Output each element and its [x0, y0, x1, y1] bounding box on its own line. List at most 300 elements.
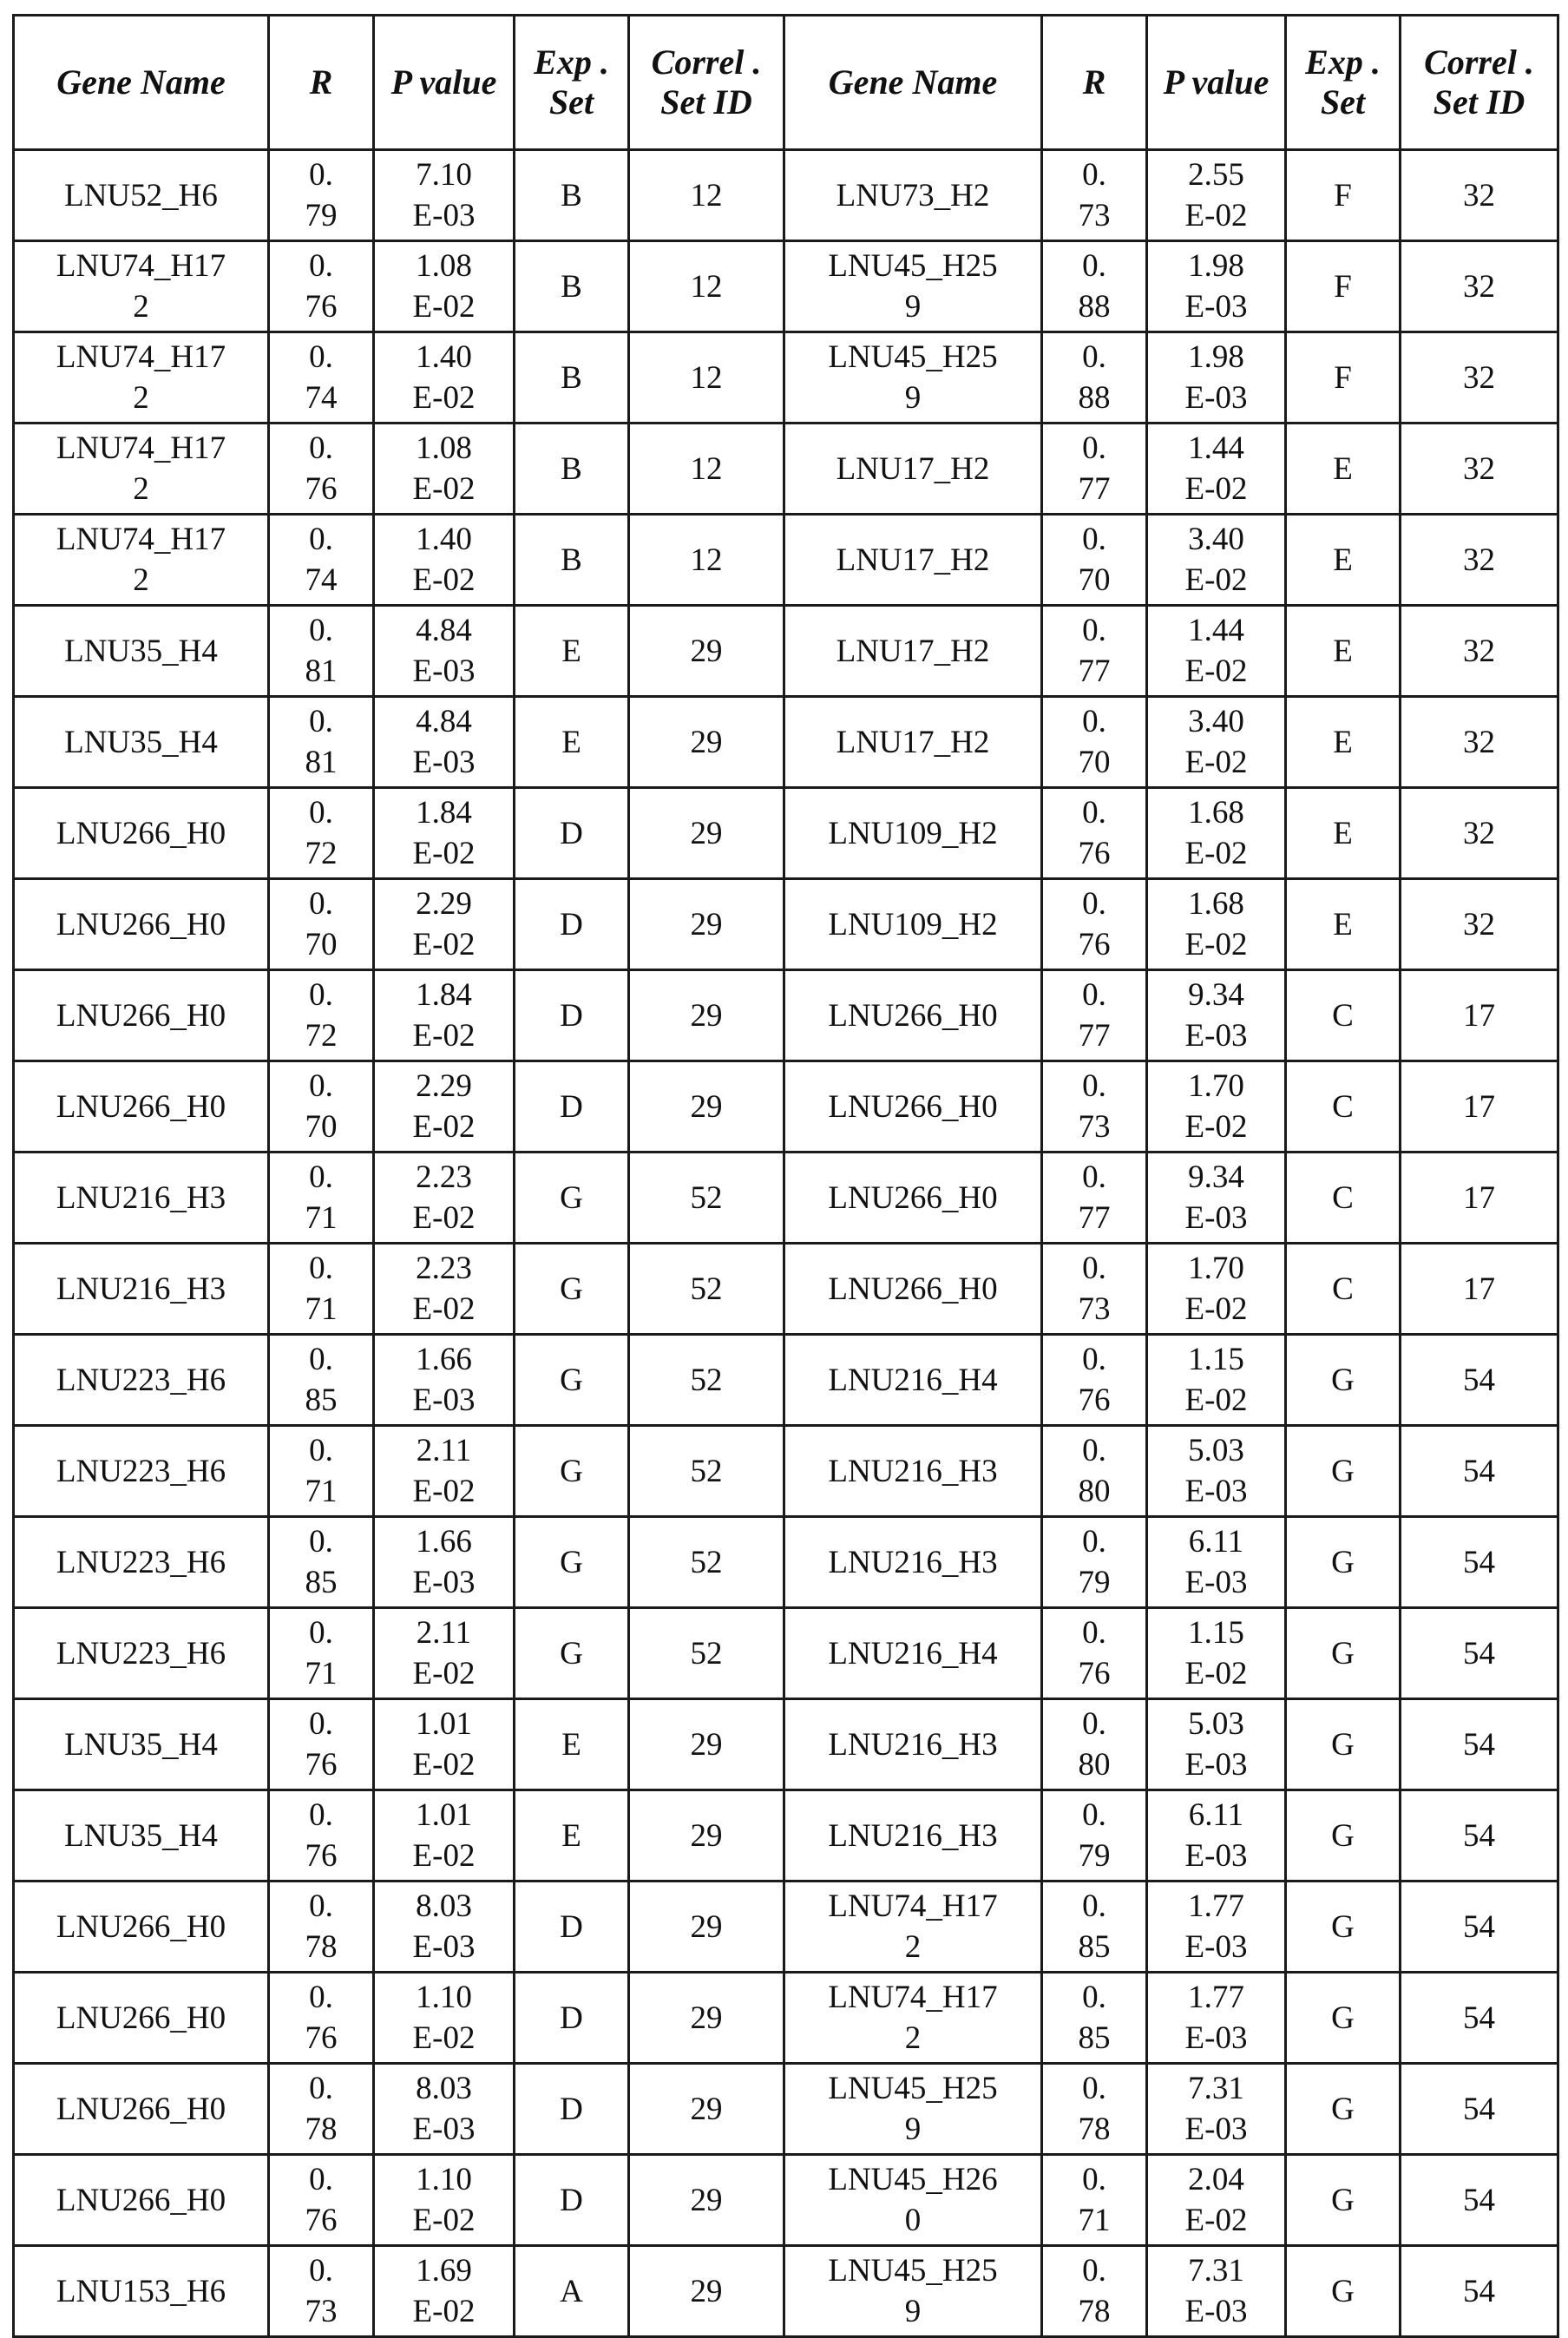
gene-name-cell-text: LNU266_H0	[828, 997, 998, 1034]
r-value-cell-right	[1042, 1608, 1147, 1699]
gene-name-cell-text: LNU17_H2	[836, 633, 990, 669]
r-value-cell-text: 0.79	[305, 157, 338, 233]
p-value-cell-left	[374, 606, 515, 697]
p-value-cell-left	[374, 2155, 515, 2246]
gene-name-cell-left	[14, 2246, 269, 2337]
exp-set-cell-left	[515, 1517, 629, 1608]
r-value-cell-right	[1042, 332, 1147, 424]
p-value-cell-text: 1.66E-03	[412, 1524, 476, 1600]
r-value-cell-left	[269, 606, 374, 697]
p-value-cell-right	[1147, 150, 1286, 241]
p-value-cell-text: 1.70E-02	[1184, 1068, 1248, 1145]
gene-name-cell-text: LNU266_H0	[56, 1088, 226, 1125]
r-value-cell-right	[1042, 606, 1147, 697]
correl-set-id-cell-left	[629, 879, 784, 970]
p-value-cell-left	[374, 1517, 515, 1608]
gene-name-cell-left	[14, 1699, 269, 1790]
table-row	[14, 1517, 1558, 1608]
p-value-cell-text: 2.11E-02	[412, 1433, 476, 1509]
r-value-cell-right	[1042, 879, 1147, 970]
exp-set-cell-text: E	[1333, 633, 1353, 669]
r-value-cell-left	[269, 2246, 374, 2337]
p-value-cell-text: 1.01E-02	[412, 1797, 476, 1874]
header-r: R	[269, 16, 374, 150]
p-value-cell-left	[374, 150, 515, 241]
correl-set-id-cell-left	[629, 1608, 784, 1699]
table-body	[14, 150, 1558, 2337]
r-value-cell-right	[1042, 788, 1147, 879]
gene-name-cell-right	[784, 1244, 1042, 1335]
p-value-cell-left	[374, 1608, 515, 1699]
correl-set-id-cell-left	[629, 2155, 784, 2246]
gene-name-cell-text: LNU17_H2	[836, 724, 990, 760]
p-value-cell-text: 1.84E-02	[412, 795, 476, 871]
correl-set-id-cell-left	[629, 1061, 784, 1153]
r-value-cell-right	[1042, 1699, 1147, 1790]
gene-name-cell-text: LNU216_H4	[828, 1635, 998, 1671]
gene-name-cell-right	[784, 1153, 1042, 1244]
r-value-cell-text: 0.85	[305, 1342, 338, 1418]
p-value-cell-left	[374, 1061, 515, 1153]
correl-set-id-cell-text: 29	[690, 2000, 723, 2036]
table-row	[14, 1973, 1558, 2064]
gene-name-cell-text: LNU216_H3	[56, 1271, 226, 1307]
gene-name-cell-left	[14, 1973, 269, 2064]
p-value-cell-text: 2.29E-02	[412, 886, 476, 962]
correl-set-id-cell-right	[1401, 1699, 1558, 1790]
correl-set-id-cell-text: 32	[1463, 906, 1495, 942]
r-value-cell-left	[269, 788, 374, 879]
exp-set-cell-text: B	[561, 450, 582, 487]
p-value-cell-text: 9.34E-03	[1184, 1159, 1248, 1236]
correl-set-id-cell-right	[1401, 1244, 1558, 1335]
correl-set-id-cell-right	[1401, 788, 1558, 879]
p-value-cell-text: 1.77E-03	[1184, 1980, 1248, 2056]
correl-set-id-cell-right	[1401, 2064, 1558, 2155]
r-value-cell-left	[269, 1335, 374, 1426]
p-value-cell-text: 1.69E-02	[412, 2253, 476, 2329]
r-value-cell-right	[1042, 1882, 1147, 1973]
correl-set-id-cell-left	[629, 424, 784, 515]
p-value-cell-right	[1147, 1517, 1286, 1608]
r-value-cell-left	[269, 1244, 374, 1335]
r-value-cell-left	[269, 1882, 374, 1973]
r-value-cell-left	[269, 2064, 374, 2155]
gene-name-cell-left	[14, 1244, 269, 1335]
r-value-cell-right	[1042, 970, 1147, 1061]
correl-set-id-cell-right	[1401, 1517, 1558, 1608]
correl-set-id-cell-right	[1401, 1061, 1558, 1153]
r-value-cell-left	[269, 2155, 374, 2246]
p-value-cell-text: 1.44E-02	[1184, 613, 1248, 689]
gene-name-cell-text: LNU266_H0	[56, 2000, 226, 2036]
r-value-cell-text: 0.71	[305, 1615, 338, 1691]
r-value-cell-right	[1042, 2064, 1147, 2155]
exp-set-cell-text: D	[560, 2000, 583, 2036]
gene-name-cell-text: LNU266_H0	[828, 1179, 998, 1216]
header-row	[14, 16, 1558, 150]
correl-set-id-cell-text: 17	[1463, 997, 1495, 1034]
gene-name-cell-right	[784, 606, 1042, 697]
r-value-cell-left	[269, 1426, 374, 1517]
r-value-cell-left	[269, 241, 374, 332]
correl-set-id-cell-text: 32	[1463, 633, 1495, 669]
exp-set-cell-text: B	[561, 359, 582, 396]
exp-set-cell-text: D	[560, 997, 583, 1034]
gene-name-cell-left	[14, 606, 269, 697]
r-value-cell-text: 0.76	[305, 248, 338, 325]
r-value-cell-left	[269, 970, 374, 1061]
gene-name-cell-text: LNU216_H4	[828, 1362, 998, 1398]
exp-set-cell-left	[515, 606, 629, 697]
exp-set-cell-left	[515, 1426, 629, 1517]
exp-set-cell-text: G	[560, 1544, 583, 1580]
r-value-cell-text: 0.71	[1078, 2162, 1111, 2238]
correl-set-id-cell-text: 12	[690, 359, 723, 396]
correl-set-id-cell-text: 17	[1463, 1088, 1495, 1125]
correl-set-id-cell-text: 17	[1463, 1179, 1495, 1216]
p-value-cell-right	[1147, 2155, 1286, 2246]
r-value-cell-text: 0.72	[305, 977, 338, 1054]
correl-set-id-cell-right	[1401, 2155, 1558, 2246]
exp-set-cell-left	[515, 1244, 629, 1335]
r-value-cell-text: 0.80	[1078, 1706, 1111, 1783]
p-value-cell-text: 1.84E-02	[412, 977, 476, 1054]
p-value-cell-left	[374, 332, 515, 424]
exp-set-cell-text: G	[1331, 1908, 1355, 1945]
exp-set-cell-text: C	[1332, 1088, 1354, 1125]
gene-name-cell-left	[14, 697, 269, 788]
exp-set-cell-right	[1286, 2155, 1401, 2246]
table-row	[14, 788, 1558, 879]
gene-name-cell-text: LNU216_H3	[828, 1726, 998, 1763]
correl-set-id-cell-right	[1401, 515, 1558, 606]
p-value-cell-right	[1147, 332, 1286, 424]
exp-set-cell-text: G	[560, 1362, 583, 1398]
p-value-cell-left	[374, 970, 515, 1061]
p-value-cell-right	[1147, 788, 1286, 879]
r-value-cell-text: 0.76	[1078, 1615, 1111, 1691]
exp-set-cell-text: G	[1331, 2182, 1355, 2218]
exp-set-cell-left	[515, 879, 629, 970]
p-value-cell-text: 7.31E-03	[1184, 2253, 1248, 2329]
correl-set-id-cell-right	[1401, 1973, 1558, 2064]
correl-set-id-cell-left	[629, 1699, 784, 1790]
gene-name-cell-right	[784, 2064, 1042, 2155]
table-row	[14, 515, 1558, 606]
gene-name-cell-text: LNU266_H0	[56, 2091, 226, 2127]
correl-set-id-cell-text: 12	[690, 542, 723, 578]
correl-set-id-cell-text: 32	[1463, 177, 1495, 213]
header-correl-set-id: Correl . Set ID	[629, 16, 784, 150]
gene-name-cell-right	[784, 2246, 1042, 2337]
gene-name-cell-right	[784, 150, 1042, 241]
correl-set-id-cell-right	[1401, 879, 1558, 970]
gene-name-cell-left	[14, 2064, 269, 2155]
correl-set-id-cell-text: 29	[690, 724, 723, 760]
r-value-cell-left	[269, 1973, 374, 2064]
r-value-cell-text: 0.73	[1078, 1068, 1111, 1145]
exp-set-cell-left	[515, 1882, 629, 1973]
exp-set-cell-right	[1286, 1699, 1401, 1790]
exp-set-cell-text: C	[1332, 997, 1354, 1034]
p-value-cell-left	[374, 424, 515, 515]
exp-set-cell-right	[1286, 150, 1401, 241]
gene-name-cell-left	[14, 1790, 269, 1882]
gene-name-cell-left	[14, 1608, 269, 1699]
exp-set-cell-right	[1286, 1153, 1401, 1244]
gene-name-cell-left	[14, 788, 269, 879]
r-value-cell-text: 0.80	[1078, 1433, 1111, 1509]
exp-set-cell-right	[1286, 1335, 1401, 1426]
gene-name-cell-right	[784, 2155, 1042, 2246]
exp-set-cell-text: E	[561, 1817, 581, 1854]
correl-set-id-cell-text: 54	[1463, 1453, 1495, 1489]
exp-set-cell-text: D	[560, 2091, 583, 2127]
exp-set-cell-left	[515, 697, 629, 788]
exp-set-cell-right	[1286, 1517, 1401, 1608]
r-value-cell-text: 0.70	[1078, 704, 1111, 780]
gene-name-cell-left	[14, 1061, 269, 1153]
p-value-cell-text: 2.04E-02	[1184, 2162, 1248, 2238]
gene-name-cell-right	[784, 1882, 1042, 1973]
table-row	[14, 2064, 1558, 2155]
gene-name-cell-text: LNU17_H2	[836, 450, 990, 487]
p-value-cell-right	[1147, 1335, 1286, 1426]
correl-set-id-cell-text: 12	[690, 177, 723, 213]
p-value-cell-text: 8.03E-03	[412, 1888, 476, 1965]
r-value-cell-right	[1042, 1426, 1147, 1517]
p-value-cell-text: 3.40E-02	[1184, 704, 1248, 780]
table-row	[14, 606, 1558, 697]
exp-set-cell-left	[515, 2064, 629, 2155]
correl-set-id-cell-text: 52	[690, 1179, 723, 1216]
r-value-cell-text: 0.72	[305, 795, 338, 871]
p-value-cell-right	[1147, 2064, 1286, 2155]
exp-set-cell-left	[515, 1061, 629, 1153]
exp-set-cell-left	[515, 788, 629, 879]
gene-name-cell-left	[14, 1882, 269, 1973]
r-value-cell-text: 0.88	[1078, 339, 1111, 416]
r-value-cell-text: 0.76	[305, 2162, 338, 2238]
exp-set-cell-right	[1286, 2064, 1401, 2155]
p-value-cell-right	[1147, 697, 1286, 788]
exp-set-cell-text: E	[561, 724, 581, 760]
p-value-cell-left	[374, 1335, 515, 1426]
exp-set-cell-text: D	[560, 815, 583, 851]
r-value-cell-text: 0.76	[305, 430, 338, 507]
correl-set-id-cell-text: 52	[690, 1453, 723, 1489]
p-value-cell-text: 1.08E-02	[412, 430, 476, 507]
gene-name-cell-text: LNU74_H172	[828, 1980, 998, 2056]
r-value-cell-right	[1042, 2155, 1147, 2246]
correl-set-id-cell-text: 54	[1463, 1635, 1495, 1671]
correl-set-id-cell-text: 32	[1463, 268, 1495, 305]
exp-set-cell-right	[1286, 1426, 1401, 1517]
exp-set-cell-right	[1286, 1061, 1401, 1153]
exp-set-cell-right	[1286, 1244, 1401, 1335]
r-value-cell-text: 0.76	[305, 1980, 338, 2056]
gene-name-cell-right	[784, 1517, 1042, 1608]
r-value-cell-text: 0.70	[1078, 522, 1111, 598]
r-value-cell-text: 0.73	[305, 2253, 338, 2329]
gene-name-cell-text: LNU266_H0	[56, 815, 226, 851]
r-value-cell-text: 0.71	[305, 1433, 338, 1509]
header-exp-set-2: Exp . Set	[1286, 16, 1401, 150]
r-value-cell-text: 0.71	[305, 1251, 338, 1327]
gene-name-cell-text: LNU223_H6	[56, 1362, 226, 1398]
gene-name-cell-text: LNU35_H4	[64, 633, 218, 669]
p-value-cell-left	[374, 1699, 515, 1790]
correl-set-id-cell-text: 32	[1463, 450, 1495, 487]
header-r-2: R	[1042, 16, 1147, 150]
correl-set-id-cell-text: 54	[1463, 2273, 1495, 2309]
p-value-cell-text: 1.70E-02	[1184, 1251, 1248, 1327]
correl-set-id-cell-right	[1401, 1153, 1558, 1244]
exp-set-cell-left	[515, 515, 629, 606]
correl-set-id-cell-right	[1401, 332, 1558, 424]
r-value-cell-right	[1042, 1517, 1147, 1608]
exp-set-cell-text: G	[560, 1271, 583, 1307]
exp-set-cell-text: D	[560, 1908, 583, 1945]
r-value-cell-text: 0.85	[1078, 1888, 1111, 1965]
p-value-cell-right	[1147, 2246, 1286, 2337]
exp-set-cell-text: G	[1331, 1453, 1355, 1489]
p-value-cell-left	[374, 788, 515, 879]
exp-set-cell-left	[515, 1790, 629, 1882]
exp-set-cell-text: G	[1331, 2273, 1355, 2309]
r-value-cell-left	[269, 697, 374, 788]
p-value-cell-text: 7.10E-03	[412, 157, 476, 233]
gene-name-cell-right	[784, 515, 1042, 606]
gene-name-cell-text: LNU266_H0	[56, 997, 226, 1034]
gene-name-cell-text: LNU266_H0	[56, 2182, 226, 2218]
exp-set-cell-text: G	[1331, 1635, 1355, 1671]
table-row	[14, 1061, 1558, 1153]
correl-set-id-cell-text: 29	[690, 997, 723, 1034]
p-value-cell-text: 2.23E-02	[412, 1159, 476, 1236]
r-value-cell-text: 0.76	[1078, 795, 1111, 871]
p-value-cell-text: 6.11E-03	[1184, 1797, 1248, 1874]
correl-set-id-cell-right	[1401, 606, 1558, 697]
p-value-cell-right	[1147, 1882, 1286, 1973]
gene-name-cell-left	[14, 424, 269, 515]
correl-set-id-cell-text: 29	[690, 2091, 723, 2127]
exp-set-cell-text: B	[561, 177, 582, 213]
gene-name-cell-right	[784, 1335, 1042, 1426]
p-value-cell-right	[1147, 1699, 1286, 1790]
r-value-cell-text: 0.78	[1078, 2071, 1111, 2147]
r-value-cell-right	[1042, 1335, 1147, 1426]
r-value-cell-text: 0.78	[305, 1888, 338, 1965]
exp-set-cell-text: F	[1334, 177, 1352, 213]
p-value-cell-left	[374, 1244, 515, 1335]
correl-set-id-cell-text: 29	[690, 633, 723, 669]
gene-name-cell-text: LNU35_H4	[64, 1817, 218, 1854]
r-value-cell-right	[1042, 1244, 1147, 1335]
correl-set-id-cell-left	[629, 1973, 784, 2064]
exp-set-cell-text: G	[1331, 1362, 1355, 1398]
gene-name-cell-text: LNU74_H172	[828, 1888, 998, 1965]
correl-set-id-cell-text: 54	[1463, 2000, 1495, 2036]
correl-set-id-cell-left	[629, 1426, 784, 1517]
r-value-cell-text: 0.73	[1078, 157, 1111, 233]
correl-set-id-cell-right	[1401, 1426, 1558, 1517]
r-value-cell-right	[1042, 150, 1147, 241]
p-value-cell-right	[1147, 606, 1286, 697]
exp-set-cell-text: G	[1331, 1544, 1355, 1580]
table-row	[14, 1335, 1558, 1426]
correl-set-id-cell-right	[1401, 241, 1558, 332]
correl-set-id-cell-text: 52	[690, 1362, 723, 1398]
gene-name-cell-left	[14, 970, 269, 1061]
r-value-cell-text: 0.88	[1078, 248, 1111, 325]
exp-set-cell-text: B	[561, 542, 582, 578]
exp-set-cell-text: G	[560, 1179, 583, 1216]
exp-set-cell-left	[515, 332, 629, 424]
exp-set-cell-left	[515, 424, 629, 515]
p-value-cell-text: 4.84E-03	[412, 613, 476, 689]
r-value-cell-text: 0.77	[1078, 977, 1111, 1054]
gene-name-cell-right	[784, 879, 1042, 970]
p-value-cell-text: 4.84E-03	[412, 704, 476, 780]
gene-name-cell-text: LNU216_H3	[828, 1544, 998, 1580]
table-row	[14, 332, 1558, 424]
exp-set-cell-text: D	[560, 2182, 583, 2218]
p-value-cell-left	[374, 1973, 515, 2064]
exp-set-cell-right	[1286, 788, 1401, 879]
correl-set-id-cell-left	[629, 970, 784, 1061]
header-gene-name-2: Gene Name	[784, 16, 1042, 150]
p-value-cell-text: 1.08E-02	[412, 248, 476, 325]
p-value-cell-text: 1.68E-02	[1184, 886, 1248, 962]
exp-set-cell-text: C	[1332, 1271, 1354, 1307]
gene-name-cell-left	[14, 2155, 269, 2246]
gene-name-cell-text: LNU109_H2	[828, 815, 998, 851]
p-value-cell-left	[374, 241, 515, 332]
correl-set-id-cell-text: 32	[1463, 815, 1495, 851]
correl-set-id-cell-left	[629, 788, 784, 879]
correl-set-id-cell-right	[1401, 150, 1558, 241]
table-row	[14, 1699, 1558, 1790]
gene-name-cell-left	[14, 879, 269, 970]
gene-name-cell-text: LNU74_H172	[56, 430, 226, 507]
p-value-cell-right	[1147, 1426, 1286, 1517]
exp-set-cell-text: E	[1333, 906, 1353, 942]
r-value-cell-text: 0.81	[305, 704, 338, 780]
p-value-cell-text: 1.40E-02	[412, 522, 476, 598]
gene-name-cell-left	[14, 515, 269, 606]
correl-set-id-cell-text: 29	[690, 815, 723, 851]
r-value-cell-text: 0.76	[1078, 886, 1111, 962]
correl-set-id-cell-text: 54	[1463, 2182, 1495, 2218]
correl-set-id-cell-left	[629, 1882, 784, 1973]
r-value-cell-left	[269, 150, 374, 241]
exp-set-cell-text: F	[1334, 359, 1352, 396]
correl-set-id-cell-text: 54	[1463, 1362, 1495, 1398]
p-value-cell-left	[374, 879, 515, 970]
table-row	[14, 879, 1558, 970]
gene-name-cell-text: LNU74_H172	[56, 339, 226, 416]
exp-set-cell-left	[515, 1608, 629, 1699]
gene-name-cell-text: LNU45_H259	[828, 2253, 998, 2329]
p-value-cell-text: 5.03E-03	[1184, 1706, 1248, 1783]
gene-name-cell-text: LNU35_H4	[64, 1726, 218, 1763]
header-correl-set-id-2: Correl . Set ID	[1401, 16, 1558, 150]
correl-set-id-cell-right	[1401, 424, 1558, 515]
gene-name-cell-text: LNU216_H3	[828, 1453, 998, 1489]
exp-set-cell-text: E	[1333, 450, 1353, 487]
